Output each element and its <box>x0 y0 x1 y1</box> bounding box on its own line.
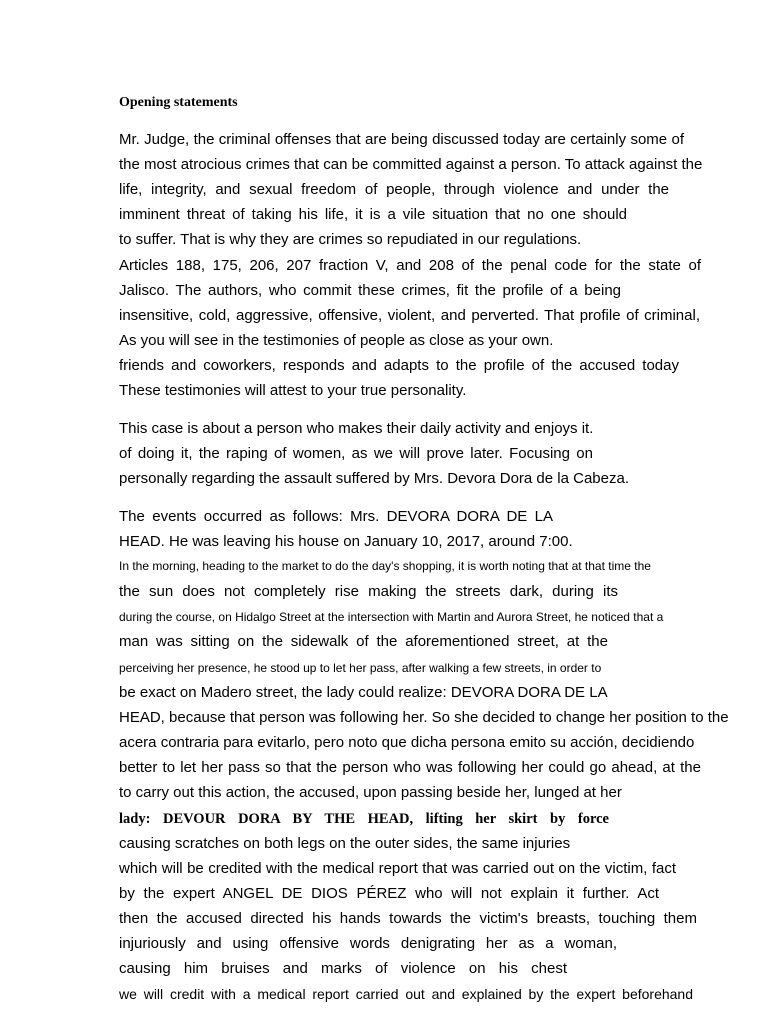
text-line: of doing it, the raping of women, as we will prove later. Focusing on <box>119 445 593 462</box>
text-line: In the morning, heading to the market to do the day's shopping, it is worth noting that at that time the <box>119 559 651 573</box>
emphasized-text-line: lady: DEVOUR DORA BY THE HEAD, lifting her skirt by force <box>119 811 609 827</box>
text-line: during the course, on Hidalgo Street at the intersection with Martin and Aurora Street, he noticed that a <box>119 610 664 624</box>
text-line: causing scratches on both legs on the outer sides, the same injuries <box>119 835 571 852</box>
text-line: Mr. Judge, the criminal offenses that are being discussed today are certainly some of <box>119 131 684 148</box>
text-line: then the accused directed his hands towards the victim's breasts, touching them <box>119 910 697 927</box>
text-line: personally regarding the assault suffered by Mrs. Devora Dora de la Cabeza. <box>119 470 629 487</box>
text-line: the sun does not completely rise making the streets dark, during its <box>119 583 618 600</box>
text-line: be exact on Madero street, the lady could realize: DEVORA DORA DE LA <box>119 684 608 701</box>
text-line: HEAD, because that person was following her. So she decided to change her position to the <box>119 709 729 726</box>
text-line: Jalisco. The authors, who commit these crimes, fit the profile of a being <box>119 282 621 299</box>
text-line: we will credit with a medical report carried out and explained by the expert beforehand <box>119 986 693 1002</box>
text-line: injuriously and using offensive words denigrating her as a woman, <box>119 935 617 952</box>
text-line: These testimonies will attest to your true personality. <box>119 382 467 399</box>
text-line: by the expert ANGEL DE DIOS PÉREZ who will not explain it further. Act <box>119 885 659 902</box>
text-line: man was sitting on the sidewalk of the aforementioned street, at the <box>119 633 608 650</box>
section-heading: Opening statements <box>119 95 238 110</box>
text-line: better to let her pass so that the person who was following her could go ahead, at the <box>119 759 701 776</box>
text-line: friends and coworkers, responds and adapts to the profile of the accused today <box>119 357 679 374</box>
text-line: to suffer. That is why they are crimes so repudiated in our regulations. <box>119 231 582 248</box>
text-line: insensitive, cold, aggressive, offensive, violent, and perverted. That profile of criminal, <box>119 307 700 324</box>
text-line: imminent threat of taking his life, it is a vile situation that no one should <box>119 206 627 223</box>
text-line: causing him bruises and marks of violence on his chest <box>119 960 567 977</box>
text-line: life, integrity, and sexual freedom of people, through violence and under the <box>119 181 669 198</box>
text-line: This case is about a person who makes their daily activity and enjoys it. <box>119 420 594 437</box>
text-line: perceiving her presence, he stood up to let her pass, after walking a few streets, in order to <box>119 661 602 675</box>
text-line: the most atrocious crimes that can be committed against a person. To attack against the <box>119 156 703 173</box>
text-line: As you will see in the testimonies of people as close as your own. <box>119 332 554 349</box>
text-line: which will be credited with the medical report that was carried out on the victim, fact <box>119 860 676 877</box>
text-line: HEAD. He was leaving his house on January 10, 2017, around 7:00. <box>119 533 573 550</box>
text-line: acera contraria para evitarlo, pero noto que dicha persona emito su acción, decidiendo <box>119 734 695 751</box>
text-line: Articles 188, 175, 206, 207 fraction V, and 208 of the penal code for the state of <box>119 257 701 274</box>
text-line: The events occurred as follows: Mrs. DEVORA DORA DE LA <box>119 508 553 525</box>
text-line: to carry out this action, the accused, upon passing beside her, lunged at her <box>119 784 622 801</box>
